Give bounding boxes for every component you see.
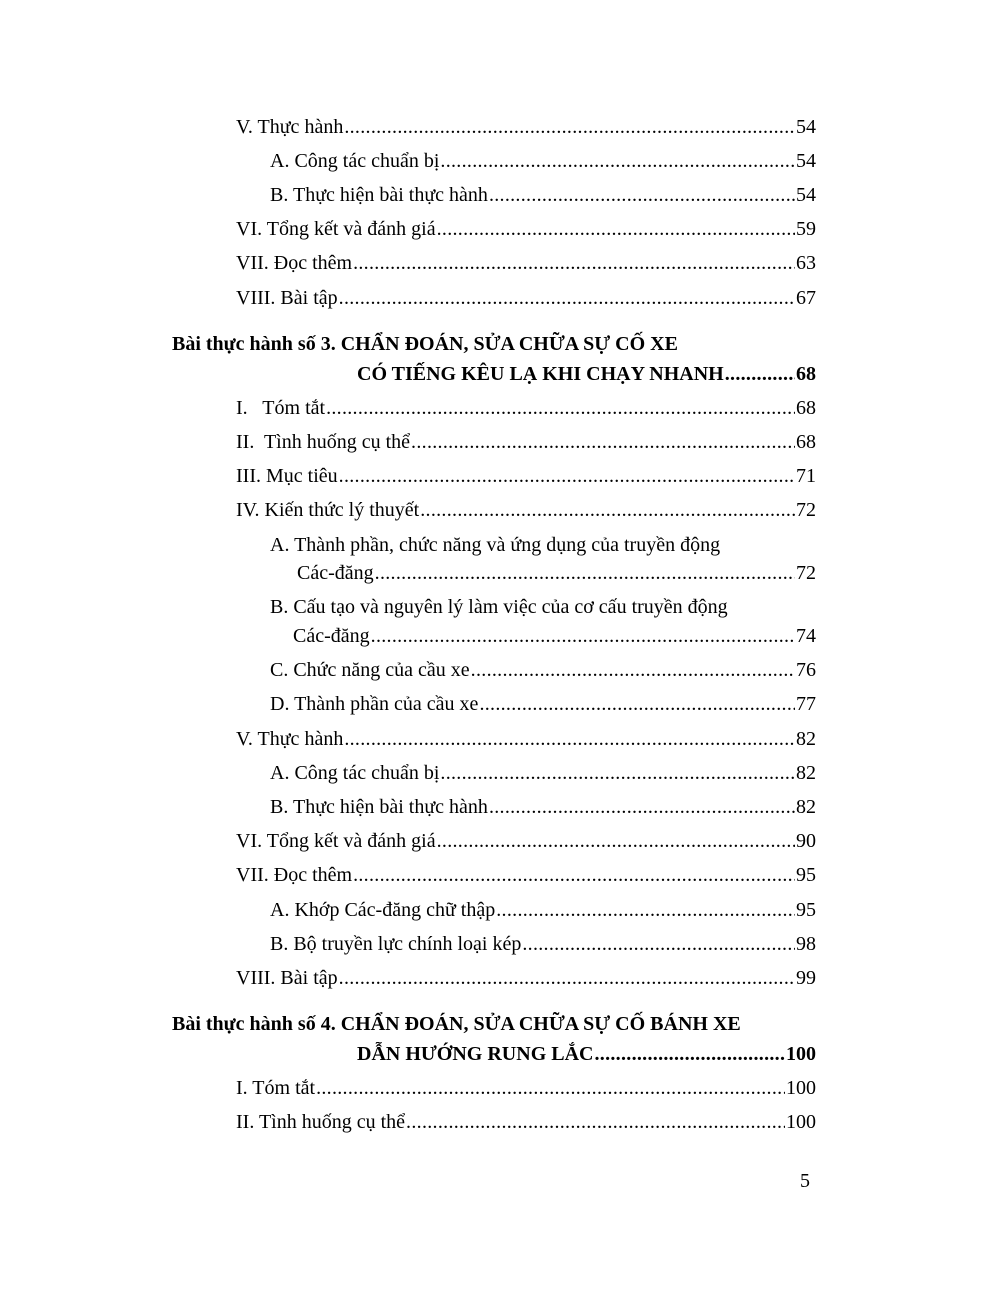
toc-leader-dots [375, 561, 795, 585]
toc-entry-label: VII. Đọc thêm [236, 252, 353, 274]
toc-entry [236, 115, 816, 139]
toc-entry [293, 624, 816, 648]
toc-leader-dots [339, 966, 795, 990]
toc-entry-line1: A. Thành phần, chức năng và ứng dụng của truyền động [270, 534, 721, 556]
toc-entry [236, 498, 816, 522]
toc-entry-page: 82 [796, 762, 816, 784]
toc-entry [270, 692, 816, 716]
toc-entry-page: 68 [796, 397, 816, 419]
toc-entry [236, 727, 816, 751]
toc-leader-dots [496, 898, 795, 922]
toc-entry-page: 71 [796, 465, 816, 487]
toc-leader-dots [522, 932, 795, 956]
toc-leader-dots [353, 251, 795, 275]
toc-leader-dots [489, 183, 795, 207]
toc-entry-page: 100 [786, 1043, 816, 1065]
toc-entry-page: 95 [796, 899, 816, 921]
toc-entry-page: 54 [796, 150, 816, 172]
toc-leader-dots [411, 430, 795, 454]
toc-entry [236, 863, 816, 887]
chapter-heading-line1: Bài thực hành số 4. CHẨN ĐOÁN, SỬA CHỮA SỰ CỐ BÁNH XE [172, 1013, 741, 1035]
toc-entry-page: 54 [796, 184, 816, 206]
toc-entry [236, 396, 816, 420]
toc-leader-dots [344, 115, 795, 139]
toc-entry-label: II. Tình huống cụ thể [236, 431, 411, 453]
toc-entry [236, 966, 816, 990]
toc-entry [236, 217, 816, 241]
chapter-heading-entry [357, 362, 816, 386]
toc-entry-label: Các-đăng [297, 562, 374, 584]
toc-entry [270, 183, 816, 207]
toc-entry [236, 1076, 816, 1100]
toc-leader-dots [440, 761, 795, 785]
toc-leader-dots [437, 217, 795, 241]
toc-entry [236, 430, 816, 454]
toc-entry-page: 68 [796, 431, 816, 453]
toc-entry [236, 829, 816, 853]
toc-entry-label: III. Mục tiêu [236, 465, 338, 487]
toc-entry-page: 68 [796, 363, 816, 385]
toc-leader-dots [344, 727, 795, 751]
toc-entry [270, 795, 816, 819]
toc-entry [270, 898, 816, 922]
toc-entry-page: 72 [796, 562, 816, 584]
toc-entry-page: 100 [786, 1111, 816, 1133]
toc-entry-page: 63 [796, 252, 816, 274]
toc-entry-page: 77 [796, 693, 816, 715]
toc-leader-dots [471, 658, 795, 682]
toc-leader-dots [440, 149, 795, 173]
toc-leader-dots [420, 498, 795, 522]
toc-entry-label: B. Thực hiện bài thực hành [270, 796, 488, 818]
toc-entry-label: VIII. Bài tập [236, 967, 338, 989]
toc-entry-label: I. Tóm tắt [236, 1077, 316, 1099]
toc-entry-label: II. Tình huống cụ thể [236, 1111, 406, 1133]
toc-entry-label: V. Thực hành [236, 116, 344, 138]
toc-entry-page: 95 [796, 864, 816, 886]
toc-entry-page: 99 [796, 967, 816, 989]
toc-leader-dots [353, 863, 795, 887]
toc-leader-dots [594, 1042, 785, 1066]
toc-entry-page: 59 [796, 218, 816, 240]
toc-entry-label: IV. Kiến thức lý thuyết [236, 499, 420, 521]
toc-entry-label: A. Công tác chuẩn bị [270, 762, 440, 784]
toc-leader-dots [479, 692, 795, 716]
toc-leader-dots [339, 464, 795, 488]
toc-entry-page: 82 [796, 796, 816, 818]
toc-entry [236, 286, 816, 310]
toc-leader-dots [406, 1110, 785, 1134]
chapter-heading-entry [357, 1042, 816, 1066]
toc-entry-page: 74 [796, 625, 816, 647]
toc-entry-page: 98 [796, 933, 816, 955]
toc-entry-label: A. Công tác chuẩn bị [270, 150, 440, 172]
toc-entry-label: VIII. Bài tập [236, 287, 338, 309]
toc-entry-label: B. Thực hiện bài thực hành [270, 184, 488, 206]
toc-entry [297, 561, 816, 585]
toc-entry-label: DẪN HƯỚNG RUNG LẮC [357, 1043, 594, 1065]
chapter-heading-line1: Bài thực hành số 3. CHẨN ĐOÁN, SỬA CHỮA SỰ CỐ XE [172, 333, 678, 355]
toc-entry [270, 932, 816, 956]
toc-entry-page: 100 [786, 1077, 816, 1099]
toc-entry-label: VI. Tổng kết và đánh giá [236, 218, 436, 240]
toc-entry-page: 54 [796, 116, 816, 138]
toc-entry-label: I. Tóm tắt [236, 397, 326, 419]
toc-entry [270, 658, 816, 682]
toc-entry-page: 82 [796, 728, 816, 750]
toc-entry-label: A. Khớp Các-đăng chữ thập [270, 899, 496, 921]
toc-leader-dots [371, 624, 795, 648]
toc-entry [236, 1110, 816, 1134]
toc-leader-dots [339, 286, 795, 310]
toc-leader-dots [437, 829, 795, 853]
toc-entry-label: V. Thực hành [236, 728, 344, 750]
toc-entry-page: 90 [796, 830, 816, 852]
toc-entry-label: VI. Tổng kết và đánh giá [236, 830, 436, 852]
toc-leader-dots [489, 795, 795, 819]
toc-entry-label: CÓ TIẾNG KÊU LẠ KHI CHẠY NHANH [357, 363, 724, 385]
toc-entry-page: 76 [796, 659, 816, 681]
toc-entry [270, 149, 816, 173]
toc-entry-label: C. Chức năng của cầu xe [270, 659, 470, 681]
toc-entry [236, 464, 816, 488]
toc-leader-dots [316, 1076, 785, 1100]
toc-entry-label: VII. Đọc thêm [236, 864, 353, 886]
toc-entry-label: Các-đăng [293, 625, 370, 647]
toc-entry-page: 72 [796, 499, 816, 521]
toc-leader-dots [725, 362, 795, 386]
toc-entry [270, 761, 816, 785]
toc-entry-page: 67 [796, 287, 816, 309]
toc-entry [236, 251, 816, 275]
page-number: 5 [800, 1170, 810, 1192]
toc-entry-line1: B. Cấu tạo và nguyên lý làm việc của cơ cấu truyền động [270, 596, 728, 618]
toc-entry-label: D. Thành phần của cầu xe [270, 693, 479, 715]
toc-entry-label: B. Bộ truyền lực chính loại kép [270, 933, 522, 955]
toc-leader-dots [326, 396, 795, 420]
